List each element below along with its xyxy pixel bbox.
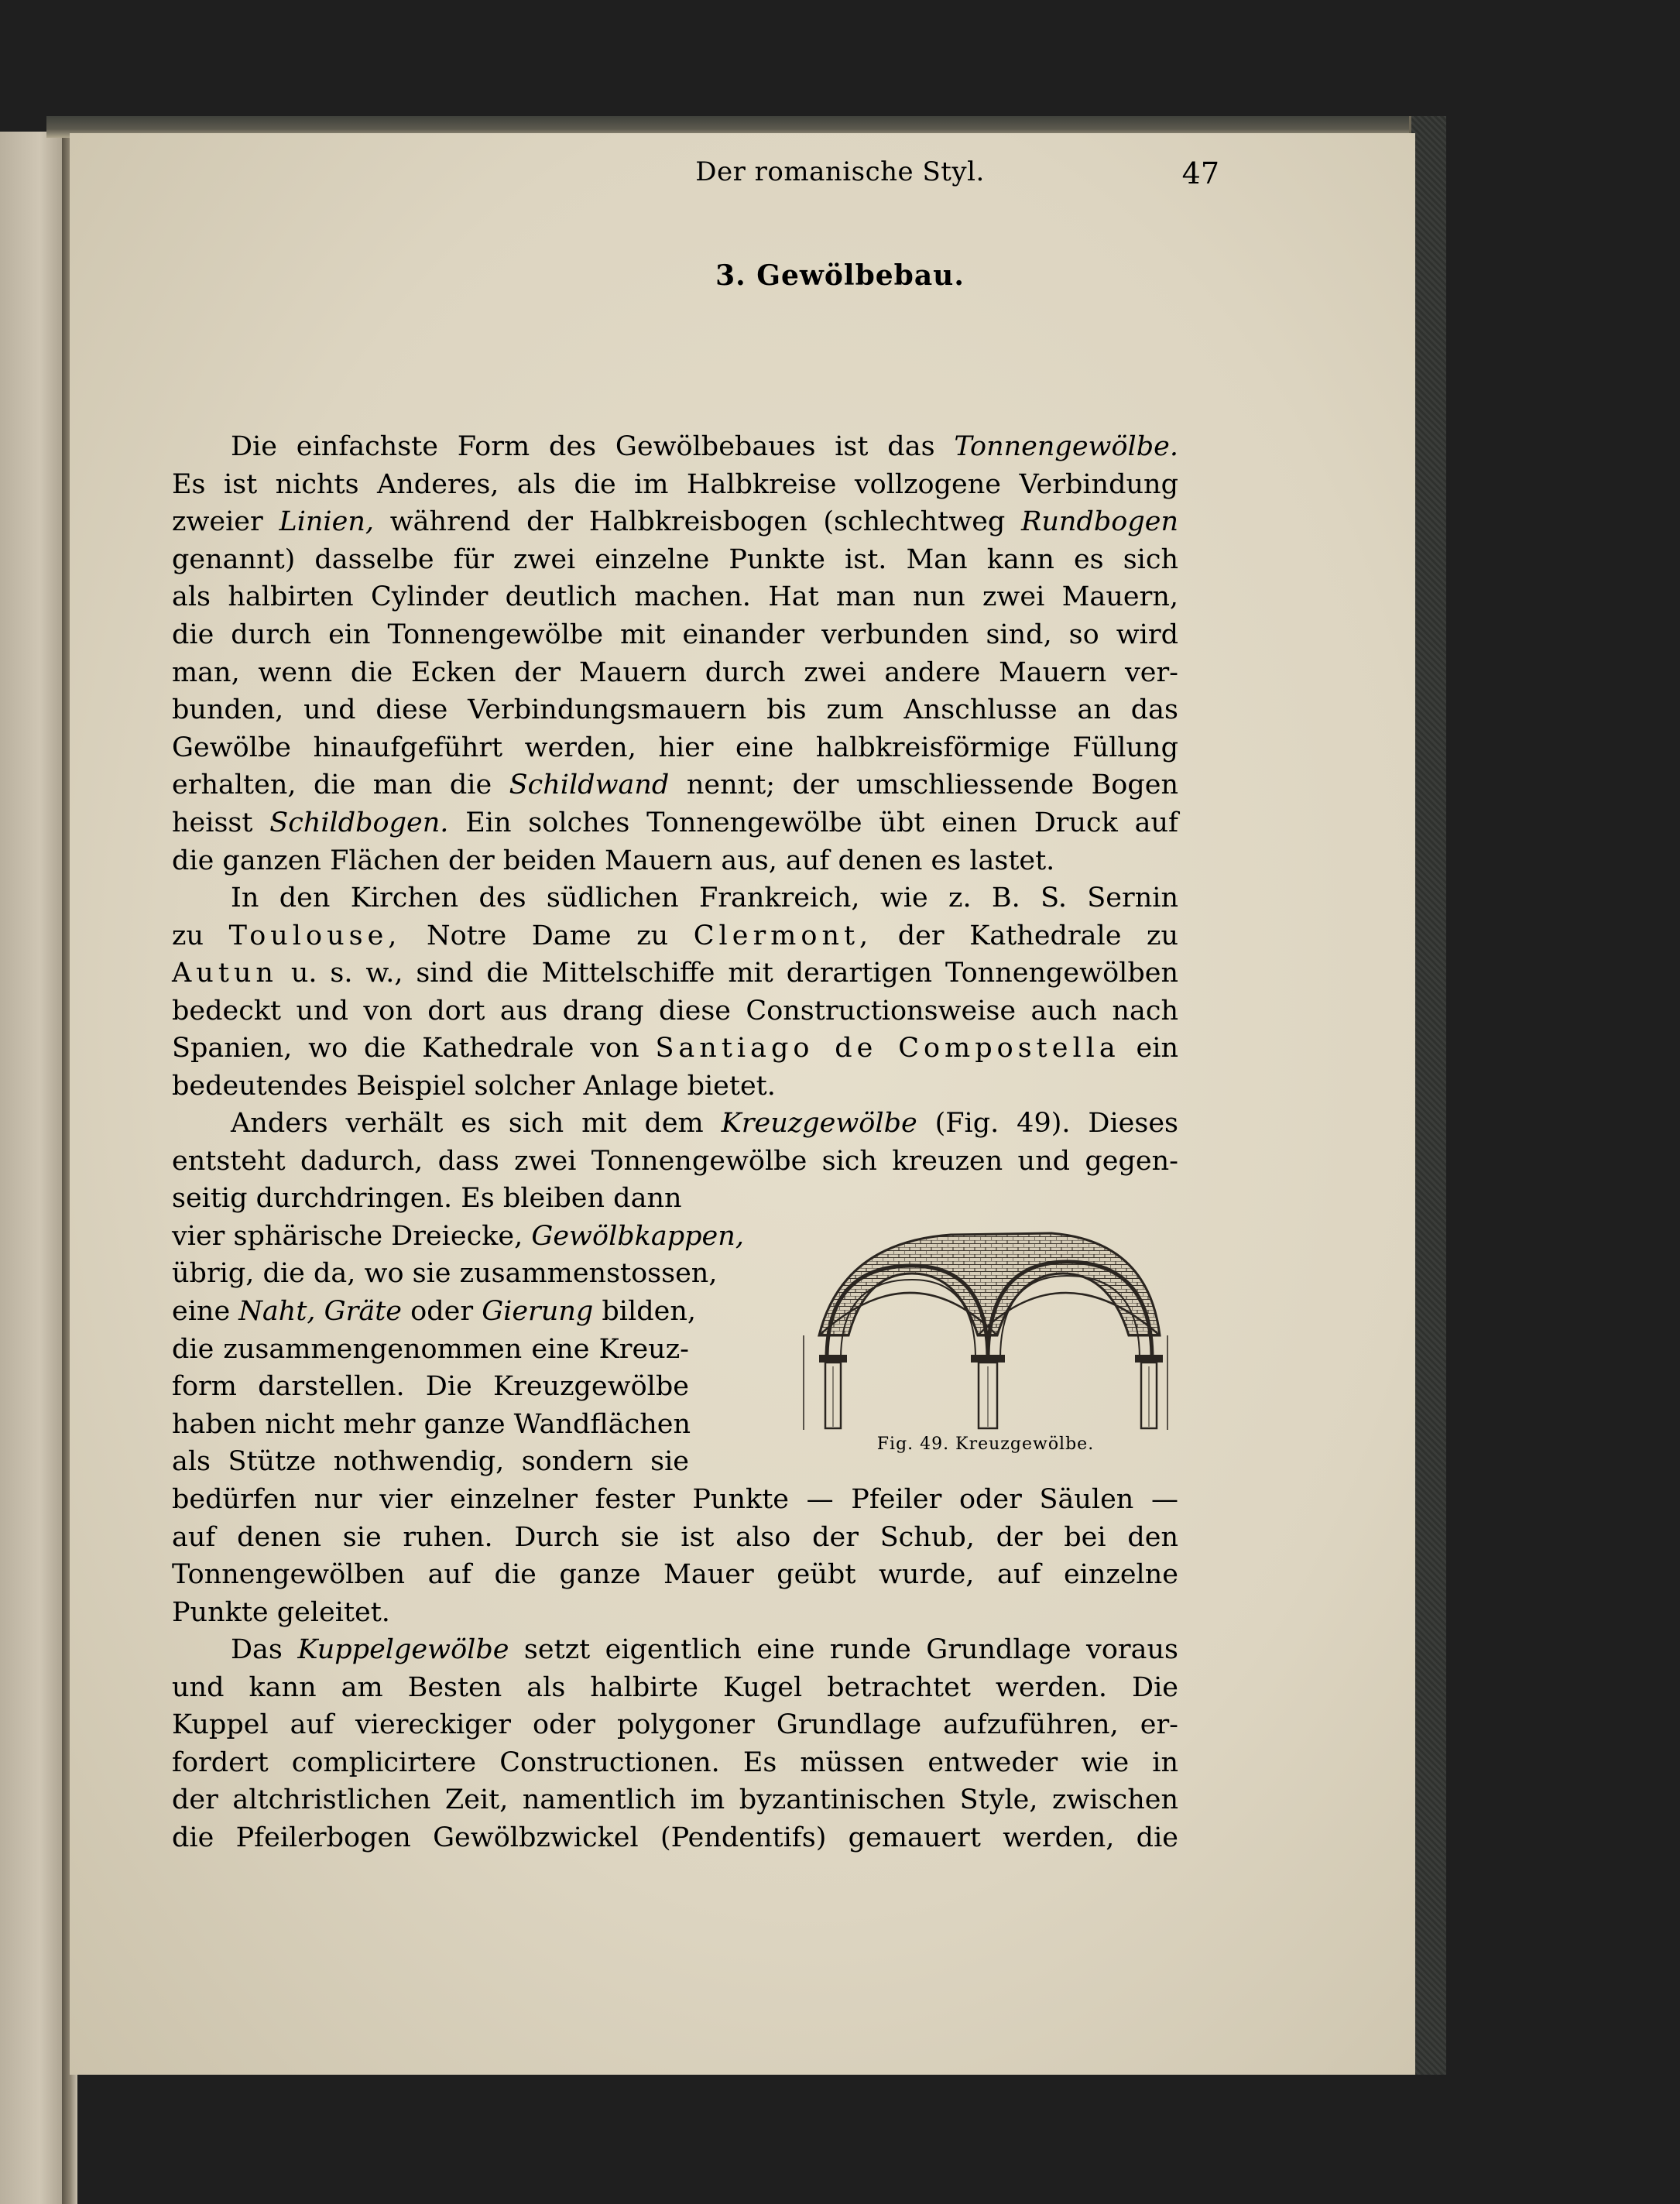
figure-caption: Fig. 49. Kreuzgewölbe. bbox=[876, 1434, 1095, 1454]
text-line: bunden, und diese Verbindungsmauern bis zum Anschlusse an das bbox=[172, 694, 1178, 726]
text-line: erhalten, die man die Schildwand nennt; der umschliessende Bogen bbox=[172, 770, 1178, 801]
text-line: eine Naht, Gräte oder Gierung bilden, bbox=[172, 1295, 696, 1327]
running-title: Der romanische Styl. bbox=[695, 156, 985, 187]
text-line: Die einfachste Form des Gewölbebaues ist das Tonnengewölbe. bbox=[231, 431, 1178, 462]
text-line: Das Kuppelgewölbe setzt eigentlich eine runde Grundlage voraus bbox=[231, 1634, 1179, 1665]
text-line: und kann am Besten als halbirte Kugel betrachtet werden. Die bbox=[172, 1671, 1178, 1703]
left-page-edge bbox=[0, 132, 67, 2204]
text-line: haben nicht mehr ganze Wandflächen bbox=[172, 1408, 691, 1440]
text-line: die ganzen Flächen der beiden Mauern aus, auf denen es lastet. bbox=[172, 845, 1055, 876]
text-line: heisst Schildbogen. Ein solches Tonnengewölbe übt einen Druck auf bbox=[172, 807, 1178, 838]
paragraph-tonnengewoelbe bbox=[172, 428, 1178, 879]
paragraph-kuppelgewoelbe bbox=[172, 1631, 1178, 1857]
text-line: Tonnengewölben auf die ganze Mauer geübt wurde, auf einzelne bbox=[172, 1559, 1178, 1591]
text-line: Gewölbe hinaufgeführt werden, hier eine halbkreisförmige Füllung bbox=[172, 732, 1178, 763]
text-line: der altchristlichen Zeit, namentlich im byzantinischen Style, zwischen bbox=[172, 1784, 1178, 1816]
text-line: die durch ein Tonnengewölbe mit einander verbunden sind, so wird bbox=[172, 619, 1178, 650]
text-line: die Pfeilerbogen Gewölbzwickel (Pendentifs) gemauert werden, die bbox=[172, 1822, 1178, 1853]
text-line: vier sphärische Dreiecke, Gewölbkappen, bbox=[172, 1220, 744, 1252]
text-line: man, wenn die Ecken der Mauern durch zwei andere Mauern ver- bbox=[172, 656, 1178, 688]
text-line: zu Toulouse, Notre Dame zu Clermont, der Kathedrale zu bbox=[172, 920, 1178, 951]
groin-vault-illustration bbox=[796, 1219, 1175, 1432]
section-heading: 3. Gewölbebau. bbox=[715, 259, 965, 292]
text-line: In den Kirchen des südlichen Frankreich, wie z. B. S. Sernin bbox=[231, 883, 1178, 913]
text-line: Punkte geleitet. bbox=[172, 1596, 390, 1628]
text-line: als halbirten Cylinder deutlich machen. Hat man nun zwei Mauern, bbox=[172, 581, 1178, 613]
text-line: zweier Linien, während der Halbkreisbogen (schlechtweg Rundbogen bbox=[172, 506, 1178, 538]
text-line: bedürfen nur vier einzelner fester Punkte — Pfeiler oder Säulen — bbox=[172, 1483, 1178, 1515]
text-line: fordert complicirtere Constructionen. Es müssen entweder wie in bbox=[172, 1746, 1178, 1778]
text-line: Spanien, wo die Kathedrale von Santiago de Compostella ein bbox=[172, 1033, 1178, 1064]
text-line: seitig durchdringen. Es bleiben dann bbox=[172, 1183, 682, 1215]
text-line: Autun u. s. w., sind die Mittelschiffe mit derartigen Tonnengewölben bbox=[172, 958, 1178, 989]
text-line: bedeutendes Beispiel solcher Anlage bietet. bbox=[172, 1070, 776, 1102]
text-line: die zusammengenommen eine Kreuz- bbox=[172, 1333, 689, 1365]
text-line: auf denen sie ruhen. Durch sie ist also der Schub, der bei den bbox=[172, 1521, 1178, 1553]
page-number: 47 bbox=[1181, 156, 1219, 190]
text-line: als Stütze nothwendig, sondern sie bbox=[172, 1446, 689, 1478]
text-line: übrig, die da, wo sie zusammenstossen, bbox=[172, 1258, 718, 1290]
text-line: entsteht dadurch, dass zwei Tonnengewölbe sich kreuzen und gegen- bbox=[172, 1145, 1178, 1177]
figure-49 bbox=[796, 1219, 1175, 1475]
running-head bbox=[507, 156, 1219, 190]
text-line: Kuppel auf viereckiger oder polygoner Grundlage aufzuführen, er- bbox=[172, 1709, 1178, 1741]
text-line: bedeckt und von dort aus drang diese Constructionsweise auch nach bbox=[172, 995, 1178, 1027]
text-line: Es ist nichts Anderes, als die im Halbkreise vollzogene Verbindung bbox=[172, 468, 1178, 500]
text-line: genannt) dasselbe für zwei einzelne Punkte ist. Man kann es sich bbox=[172, 543, 1178, 575]
paragraph-kirchen-frankreich bbox=[172, 879, 1178, 1105]
text-line: form darstellen. Die Kreuzgewölbe bbox=[172, 1371, 689, 1403]
text-line: Anders verhält es sich mit dem Kreuzgewölbe (Fig. 49). Dieses bbox=[231, 1108, 1178, 1139]
